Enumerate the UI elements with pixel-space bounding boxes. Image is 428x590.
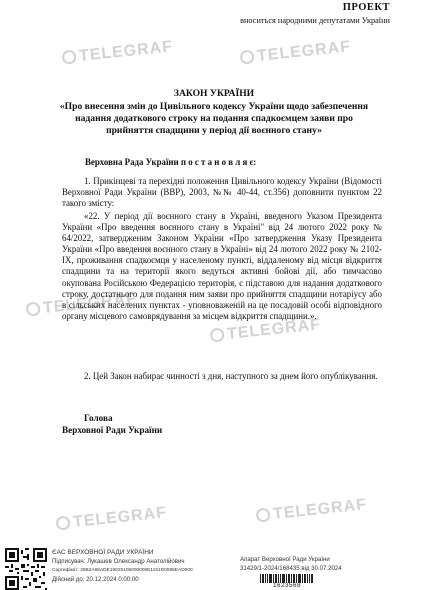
law-title-line: прийняття спадщини у період дії воєнного стану»	[106, 125, 322, 136]
registration-apparatus: Апарат Верховної Ради України	[240, 556, 330, 563]
signature-signer: Підписувач: Лукашев Олександр Анатолійович	[52, 558, 185, 565]
signature-valid-until: Дійсний до: 20.12.2024 0:00:00	[52, 576, 139, 583]
watermark-logo: TELEGRAF	[55, 504, 167, 534]
watermark-circle-icon	[25, 301, 40, 316]
signature-title: Голова	[84, 413, 113, 423]
document-status: ПРОЕКТ	[342, 2, 390, 13]
watermark-circle-icon	[255, 507, 270, 522]
watermark-logo: TELEGRAF	[255, 496, 367, 526]
watermark-logo: TELEGRAF	[239, 38, 351, 68]
article-1: 1. Прикінцеві та перехідні положення Цивільного кодексу України (Відомості Верховної Ради України (ВВР), 2003, №№ 40-44, ст.356) доповнити пунктом 22 такого змісту:	[62, 176, 382, 209]
registration-number: 1623568	[272, 582, 301, 589]
watermark-logo: TELEGRAF	[209, 316, 321, 346]
registration-reference: 31429/1-2024/168435 від 30.07.2024	[240, 564, 342, 572]
qr-code	[5, 548, 47, 590]
signature-body: Верховної Ради України	[62, 425, 163, 435]
article-2: 2. Цей Закон набирає чинності з дня, наступного за днем його опублікування.	[84, 371, 378, 381]
law-title-line: надання додаткового строку на подання спадкоємцем заяви про	[75, 113, 353, 124]
watermark-circle-icon	[55, 515, 70, 530]
preamble: Верховна Рада України п о с т а н о в л я є:	[85, 157, 257, 167]
watermark-circle-icon	[239, 49, 254, 64]
law-title-line: «Про внесення змін до Цивільного кодексу України щодо забезпечення	[59, 101, 369, 112]
watermark-circle-icon	[61, 49, 76, 64]
law-heading: ЗАКОН УКРАЇНИ	[173, 88, 255, 99]
signature-certificate: Сертифікат: 26B2A68ADE19025105000000E1161D0086EAD000	[52, 568, 193, 573]
watermark-logo: TELEGRAF	[25, 290, 137, 320]
watermark-circle-icon	[209, 327, 224, 342]
signature-system: ЄАС ВЕРХОВНОЇ РАДИ УКРАЇНИ	[52, 549, 154, 556]
watermark-logo: TELEGRAF	[61, 38, 173, 68]
digital-signature-stamp	[52, 548, 193, 584]
article-22-quote: «22. У період дії воєнного стану в Україні, введеного Указом Президента України «Про введення воєнного стану в Україні" від 24 лютого 2022 року № 64/2022, затвердженим Законом України «Про затвердження Указу Президента України «Про введення воєнного стану в Україні» від 24 лютого 2022 року № 2102-IX, проживання спадкоємця у населеному пункті, віддаленому від місця відкриття спадщини та на території якого ведуться активні бойові дії, або тимчасово окупована Російською Федерацією територія, є підставою для надання додаткового строку, достатнього для подання ним заяви про прийняття спадщини нотаріусу або в сільських населених пунктах - уповноваженій на це посадовій особі відповідного органу місцевого самоврядування за місцем відкриття спадщини.».	[62, 211, 382, 321]
submitted-by: вноситься народними депутатами України	[240, 16, 390, 25]
registration-stamp	[240, 556, 342, 573]
